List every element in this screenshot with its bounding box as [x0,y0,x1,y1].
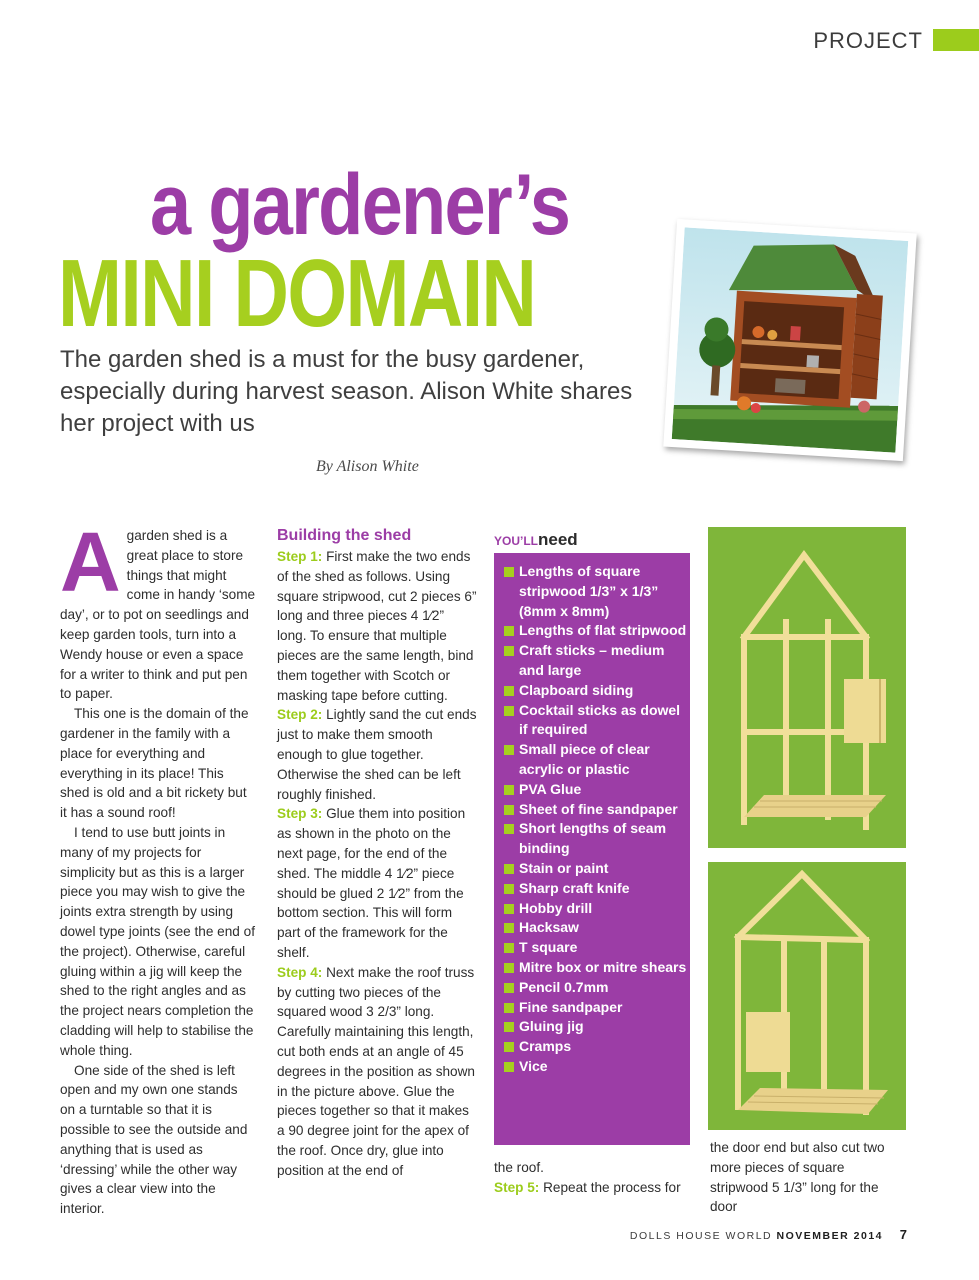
step-paragraph [277,963,477,1181]
bullet-square-icon [504,983,514,993]
materials-list-item-label: Clapboard siding [519,681,634,698]
bullet-square-icon [504,884,514,894]
body-column-2 [277,526,477,1181]
materials-list-item [504,918,690,938]
shed-frame-photo-1 [708,527,906,848]
materials-list-item [504,998,690,1018]
footer-magazine: DOLLS HOUSE WORLD [629,1230,773,1242]
step-text: Glue them into position as shown in the photo on the next page, for the end of the shed. The middle 4 1⁄2” piece should be glued 2 1⁄2” from the bottom section. This will form part of the framework for the shelf. [277,806,466,960]
materials-list-item-label: Gluing jig [519,1018,584,1035]
materials-list-item [504,958,690,978]
materials-list-item-label: Cramps [519,1038,572,1055]
bullet-square-icon [504,706,514,716]
shed-illustration [672,227,909,452]
materials-list-item [504,780,690,800]
materials-list-item [504,879,690,899]
materials-list-item-label: Hacksaw [519,919,579,936]
footer-publication [630,1230,883,1242]
page-number: 7 [899,1227,907,1242]
materials-list-item [504,819,690,859]
title-line-1: a gardener’s [150,157,570,253]
materials-list-item-label: Craft sticks – medium and large [519,642,665,678]
finished-shed-photo [663,219,916,461]
materials-list-item-label: T square [519,939,578,956]
materials-list-item-label: Pencil 0.7mm [519,978,609,995]
materials-list-item-label: Vice [519,1057,548,1074]
shed-frame-photo-2 [708,862,906,1130]
section-accent-bar [933,29,979,51]
step-paragraph [277,547,477,705]
bullet-square-icon [504,923,514,933]
step-text: Next make the roof truss by cutting two pieces of the squared wood 3 2/3” long. Carefully maintaining this length, cut both ends at an angle of 45 degrees in the position as shown in the picture above. Glue the pieces together so that it makes a 90 degree joint for the apex of the roof. Once dry, glue into position at the end of [277,964,475,1178]
step-paragraph [277,804,477,962]
bullet-square-icon [504,904,514,914]
step-paragraph [494,1178,694,1198]
bullet-square-icon [504,1042,514,1052]
bullet-square-icon [504,686,514,696]
materials-list-item [504,800,690,820]
body-column-4-tail [710,1138,906,1217]
materials-list-item [504,562,690,621]
materials-list [494,553,690,1077]
footer-issue: NOVEMBER 2014 [776,1230,883,1242]
youll-need-box [494,553,690,1145]
bullet-square-icon [504,1062,514,1072]
materials-list-item [504,641,690,681]
bullet-square-icon [504,805,514,815]
materials-list-item [504,740,690,780]
materials-list-item-label: Cocktail sticks as dowel if required [519,701,681,738]
paragraph: garden shed is a great place to store things that might come in handy ‘some day’, or to pot on seedlings and keep garden tools, turn into a Wendy house or even a space for a writer to think and put pen to paper. [60,528,256,702]
byline: By Alison White [316,458,419,475]
materials-list-item-label: PVA Glue [519,780,582,797]
materials-list-item [504,1037,690,1057]
materials-list-item [504,1017,690,1037]
materials-list-item [504,1057,690,1077]
materials-list-item [504,681,690,701]
materials-list-item [504,938,690,958]
materials-list-item-label: Lengths of flat stripwood [519,622,687,639]
materials-list-item-label: Hobby drill [519,899,593,916]
youll-need-heading-big: need [538,530,578,549]
materials-list-item [504,859,690,879]
materials-list-item [504,978,690,998]
step-label: Step 3: [277,806,323,822]
bullet-square-icon [504,943,514,953]
bullet-square-icon [504,646,514,656]
materials-list-item-label: Fine sandpaper [519,998,623,1015]
shed-frame-illustration-2 [708,862,906,1130]
materials-list-item-label: Stain or paint [519,859,609,876]
materials-list-item-label: Sheet of fine sandpaper [519,800,678,817]
bullet-square-icon [504,864,514,874]
step-label: Step 5: [494,1179,540,1195]
materials-list-item-label: Lengths of square stripwood 1/3” x 1/3” (8mm x 8mm) [519,563,659,619]
youll-need-heading-small: YOU’LL [494,534,538,548]
bullet-square-icon [504,785,514,795]
materials-list-item-label: Short lengths of seam binding [519,820,667,857]
materials-list-item-label: Sharp craft knife [519,879,630,896]
bullet-square-icon [504,1003,514,1013]
step-text: Repeat the process for [543,1179,681,1195]
materials-list-item [504,701,690,741]
drop-cap: A [60,515,121,609]
bullet-square-icon [504,745,514,755]
paragraph: I tend to use butt joints in many of my projects for simplicity but as this is a larger piece you may wish to give the joints extra strength by using dowel type joints (see the end of the project). Otherwise, careful gluing within a jig will keep the shed to the right angles and as the project nears completion the cladding will help to stabilise the whole thing. [60,824,255,1058]
bullet-square-icon [504,567,514,577]
youll-need-heading [494,530,578,550]
step-text: Lightly sand the cut ends just to make them smooth enough to glue together. Otherwise the shed can be left roughly finished. [277,707,477,802]
bullet-square-icon [504,824,514,834]
materials-list-item-label: Small piece of clear acrylic or plastic [519,741,650,777]
bullet-square-icon [504,1022,514,1032]
paragraph: the door end but also cut two more pieces of square stripwood 5 1/3” long for the door [710,1140,885,1215]
paragraph: This one is the domain of the gardener in the family with a place for everything and everything in its place! This shed is old and a bit rickety but it has a sound roof! [60,706,249,821]
standfirst: The garden shed is a must for the busy gardener, especially during harvest season. Alison White shares her project with us [60,346,633,437]
title-line-2: MINI DOMAIN [58,240,536,347]
step-label: Step 4: [277,964,323,980]
step-paragraph [277,705,477,804]
paragraph: the roof. [494,1160,544,1175]
subhead-building-the-shed: Building the shed [277,527,412,544]
bullet-square-icon [504,626,514,636]
paragraph: One side of the shed is left open and my own one stands on a turntable so that it is possible to see the outside and anything that is used as ‘dressing’ while the other way gives a clear view into the interior. [60,1062,248,1217]
body-column-3-tail [494,1158,694,1198]
step-label: Step 2: [277,707,323,723]
body-column-1 [60,515,256,1219]
step-text: First make the two ends of the shed as follows. Using square stripwood, cut 2 pieces 6” long and three pieces 4 1⁄2” long. To ensure that multiple pieces are the same length, bind them together with Scotch or masking tape before cutting. [277,549,477,703]
materials-list-item [504,621,690,641]
shed-frame-illustration-1 [708,527,906,848]
section-label: PROJECT [813,28,923,53]
materials-list-item [504,899,690,919]
bullet-square-icon [504,963,514,973]
step-label: Step 1: [277,549,323,564]
materials-list-item-label: Mitre box or mitre shears [519,958,687,975]
